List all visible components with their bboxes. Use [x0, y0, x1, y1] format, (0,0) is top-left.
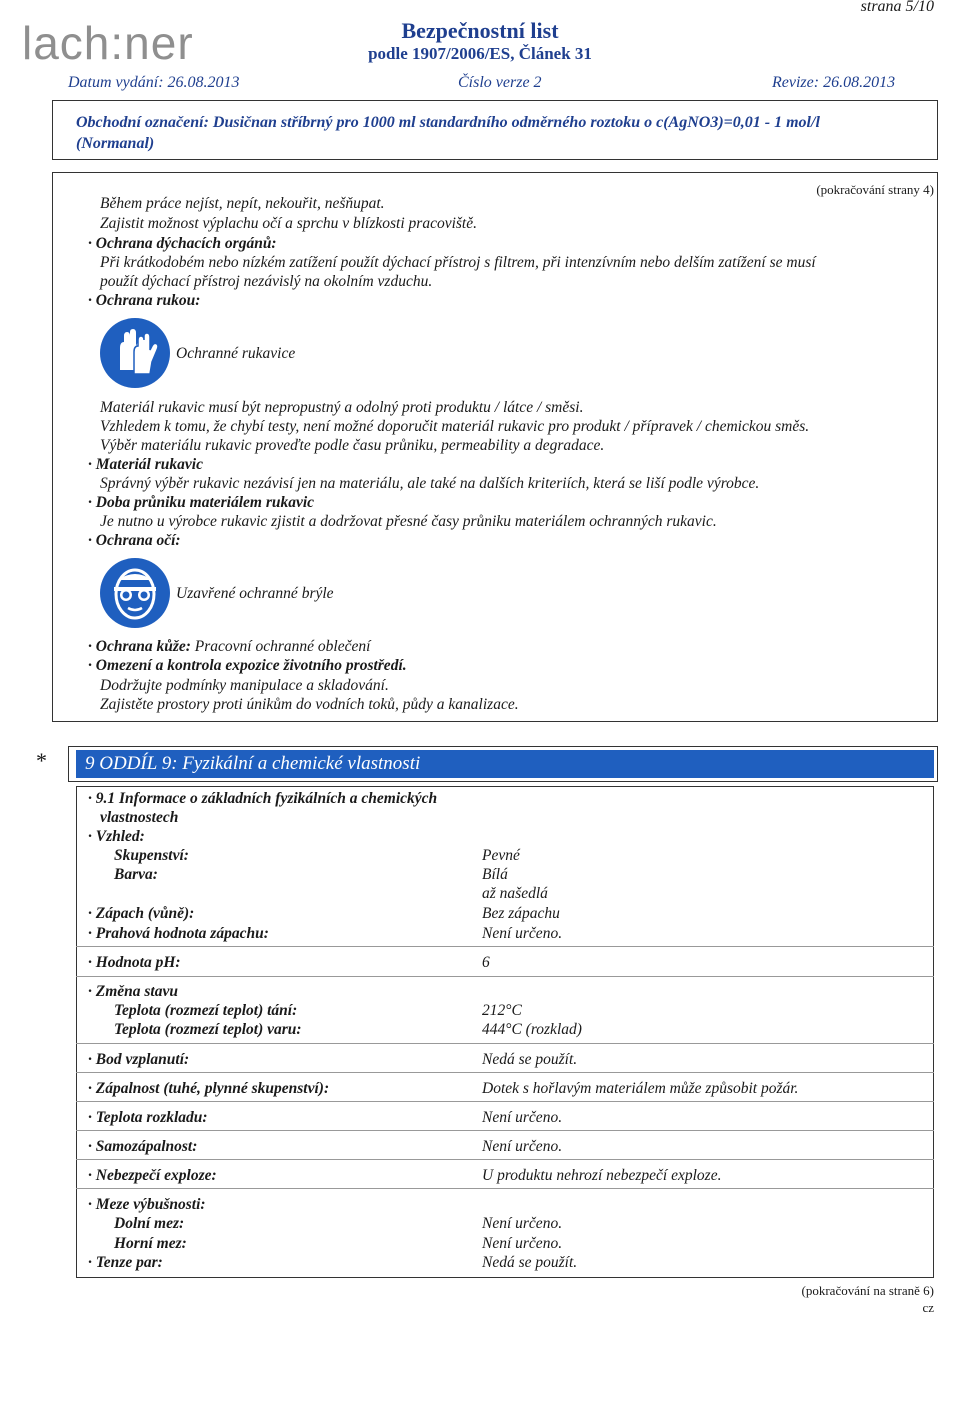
gloves-icon — [100, 318, 170, 388]
divider — [76, 1130, 934, 1131]
product-identifier — [76, 112, 906, 154]
flammability-label: · Zápalnost (tuhé, plynné skupenství): — [88, 1080, 330, 1097]
vapour-pressure-label: · Tenze par: — [88, 1254, 163, 1271]
product-label: Obchodní označení: — [76, 114, 209, 131]
basic-properties-label-1: · 9.1 Informace o základních fyzikálních a chemických — [88, 790, 438, 807]
goggles-icon — [100, 558, 170, 628]
environmental-exposure-label: · Omezení a kontrola expozice životního prostředí. — [88, 657, 407, 674]
flash-point-value: Nedá se použít. — [482, 1051, 578, 1068]
environmental-text-1: Dodržujte podmínky manipulace a skladování. — [100, 677, 389, 694]
color-value-2: až našedlá — [482, 885, 548, 902]
lower-limit-label: Dolní mez: — [114, 1215, 185, 1232]
gloves-caption: Ochranné rukavice — [176, 345, 296, 362]
respiratory-protection-label: · Ochrana dýchacích orgánů: — [88, 235, 277, 252]
explosion-hazard-value: U produktu nehrozí nebezpečí exploze. — [482, 1167, 722, 1184]
divider — [76, 1043, 934, 1044]
flash-point-label: · Bod vzplanutí: — [88, 1051, 190, 1068]
vapour-pressure-value: Nedá se použít. — [482, 1254, 578, 1271]
revision-asterisk: * — [36, 748, 47, 773]
appearance-label: · Vzhled: — [88, 828, 145, 845]
divider — [76, 946, 934, 947]
continued-on: (pokračování na straně 6) — [801, 1283, 934, 1298]
boiling-point-label: Teplota (rozmezí teplot) varu: — [114, 1021, 302, 1038]
upper-limit-value: Není určeno. — [482, 1235, 563, 1252]
decomposition-temp-value: Není určeno. — [482, 1109, 563, 1126]
upper-limit-label: Horní mez: — [114, 1235, 187, 1252]
continued-from: (pokračování strany 4) — [816, 182, 934, 197]
hygiene-line-1: Během práce nejíst, nepít, nekouřit, nešňupat. — [100, 195, 385, 212]
eye-protection-label: · Ochrana očí: — [88, 532, 181, 549]
melting-point-label: Teplota (rozmezí teplot) tání: — [114, 1002, 298, 1019]
boiling-point-value: 444°C (rozklad) — [482, 1021, 582, 1038]
version-number: Číslo verze 2 — [458, 74, 542, 91]
glove-material-label: · Materiál rukavic — [88, 456, 203, 473]
explosive-limits-label: · Meze výbušnosti: — [88, 1196, 206, 1213]
decomposition-temp-label: · Teplota rozkladu: — [88, 1109, 208, 1126]
hand-text-2: Vzhledem k tomu, že chybí testy, není možné doporučit materiál rukavic pro produkt / přípravek / chemickou směs. — [100, 418, 810, 435]
color-value-1: Bílá — [482, 866, 508, 883]
respiratory-text-2: použít dýchací přístroj nezávislý na okolním vzduchu. — [100, 273, 433, 290]
odour-label: · Zápach (vůně): — [88, 905, 195, 922]
lower-limit-value: Není určeno. — [482, 1215, 563, 1232]
respiratory-text-1: Při krátkodobém nebo nízkém zatížení použít dýchací přístroj s filtrem, při intenzívním nebo delším zatížení se musí — [100, 254, 816, 271]
basic-properties-label-2: vlastnostech — [100, 809, 179, 826]
product-name-2: (Normanal) — [76, 135, 155, 152]
divider — [76, 976, 934, 977]
penetration-time-text: Je nutno u výrobce rukavic zjistit a dodržovat přesné časy průniku materiálem ochranných rukavic. — [100, 513, 717, 530]
language-code: cz — [922, 1300, 934, 1315]
state-change-label: · Změna stavu — [88, 983, 178, 1000]
skin-protection — [88, 637, 370, 656]
autoignition-value: Není určeno. — [482, 1138, 563, 1155]
glove-material-text: Správný výběr rukavic nezávisí jen na materiálu, ale také na dalších kriteriích, která se liší podle výrobce. — [100, 475, 760, 492]
company-logo: lach:ner — [22, 17, 194, 69]
odour-threshold-value: Není určeno. — [482, 925, 563, 942]
divider — [76, 1101, 934, 1102]
page-number: strana 5/10 — [860, 0, 934, 15]
environmental-text-2: Zajistěte prostory proti únikům do vodních toků, půdy a kanalizace. — [100, 696, 519, 713]
revision-date: Revize: 26.08.2013 — [772, 74, 896, 91]
goggles-caption: Uzavřené ochranné brýle — [176, 585, 334, 602]
section9-title: 9 ODDÍL 9: Fyzikální a chemické vlastnosti — [76, 750, 934, 778]
odour-value: Bez zápachu — [482, 905, 560, 922]
divider — [76, 1072, 934, 1073]
explosion-hazard-label: · Nebezpečí exploze: — [88, 1167, 217, 1184]
divider — [76, 1188, 934, 1189]
divider — [76, 1159, 934, 1160]
odour-threshold-label: · Prahová hodnota zápachu: — [88, 925, 269, 942]
autoignition-label: · Samozápalnost: — [88, 1138, 198, 1155]
ph-label: · Hodnota pH: — [88, 954, 181, 971]
color-label: Barva: — [114, 866, 158, 883]
penetration-time-label: · Doba průniku materiálem rukavic — [88, 494, 315, 511]
skin-protection-label: · Ochrana kůže: — [88, 638, 191, 655]
hand-protection-label: · Ochrana rukou: — [88, 292, 201, 309]
flammability-value: Dotek s hořlavým materiálem může způsobit požár. — [482, 1080, 799, 1097]
product-name: Dusičnan stříbrný pro 1000 ml standardního odměrného roztoku o c(AgNO3)=0,01 - 1 mol/l — [212, 114, 820, 131]
issue-date: Datum vydání: 26.08.2013 — [68, 74, 240, 91]
document-title: Bezpečnostní list — [401, 18, 559, 43]
skin-protection-value: Pracovní ochranné oblečení — [194, 638, 371, 655]
document-subtitle: podle 1907/2006/ES, Článek 31 — [368, 44, 592, 63]
hygiene-line-2: Zajistit možnost výplachu očí a sprchu v blízkosti pracoviště. — [100, 215, 477, 232]
melting-point-value: 212°C — [482, 1002, 522, 1019]
form-label: Skupenství: — [114, 847, 189, 864]
hand-text-3: Výběr materiálu rukavic proveďte podle času průniku, permeability a degradace. — [100, 437, 605, 454]
ph-value: 6 — [482, 954, 490, 971]
hand-text-1: Materiál rukavic musí být nepropustný a odolný proti produktu / látce / směsi. — [100, 399, 584, 416]
form-value: Pevné — [482, 847, 520, 864]
